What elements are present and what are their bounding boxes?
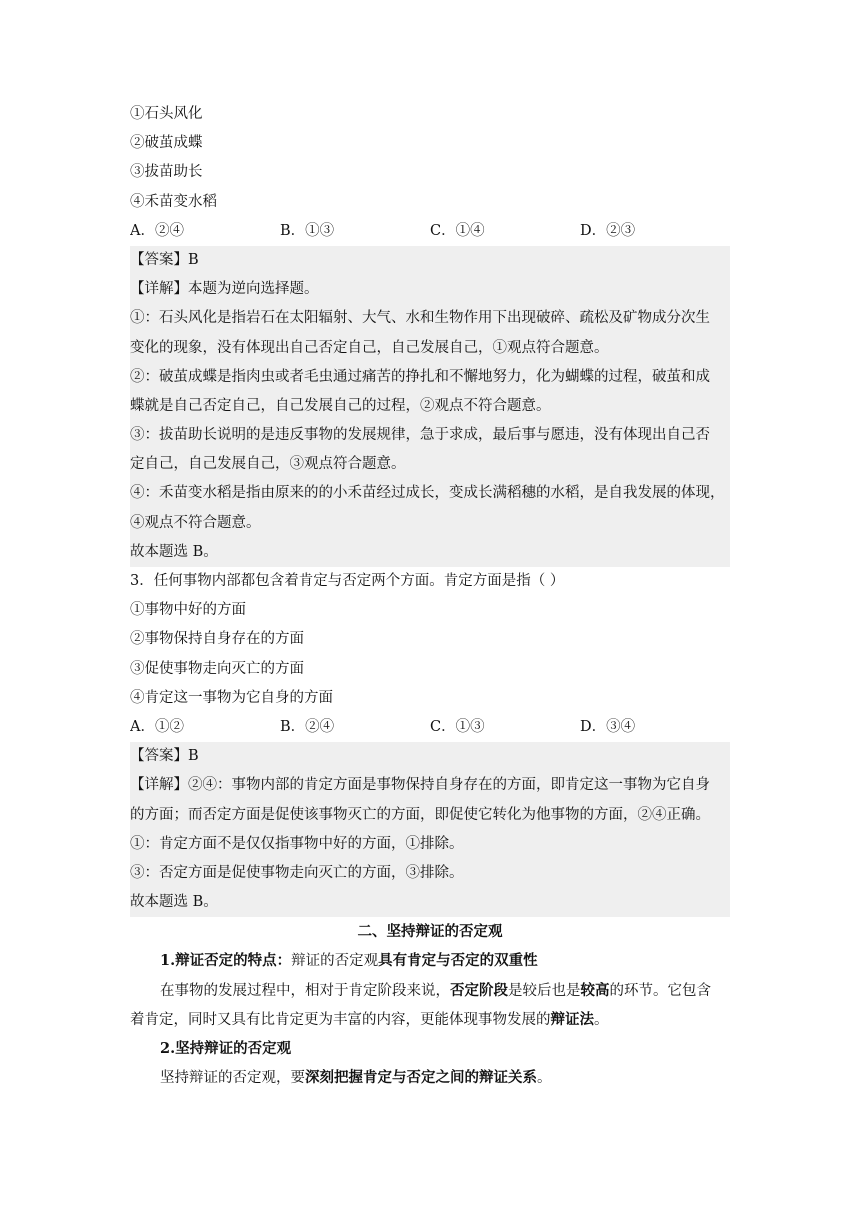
q2-detail-text: 本题为逆向选择题。 bbox=[188, 281, 319, 298]
q3-option-4: ④肯定这一事物为它自身的方面 bbox=[130, 689, 333, 706]
q2-option-4: ④禾苗变水稻 bbox=[130, 193, 217, 210]
q2-detail-line: 蝶就是自己否定自己，自己发展自己的过程，②观点不符合题意。 bbox=[130, 397, 551, 414]
q2-option-2: ②破茧成蝶 bbox=[130, 135, 203, 152]
q2-option-1: ①石头风化 bbox=[130, 106, 203, 122]
paragraph-text: 是较后也是 bbox=[508, 982, 581, 999]
q2-detail-line: ④观点不符合题意。 bbox=[130, 514, 261, 531]
q3-detail-line: 故本题选 B。 bbox=[130, 894, 218, 911]
q2-detail-line: ③：拔苗助长说明的是违反事物的发展规律，急于求成，最后事与愿违，没有体现出自己否 bbox=[130, 427, 710, 444]
paragraph-text: 着肯定，同时又具有比肯定更为丰富的内容，更能体现事物发展的 bbox=[130, 1011, 551, 1028]
paragraph-text: 的环节。它包含 bbox=[609, 982, 711, 999]
q2-detail-line-1 bbox=[130, 275, 730, 304]
paragraph-text: 。 bbox=[594, 1011, 609, 1028]
section-heading: 二、坚持辩证的否定观 bbox=[357, 923, 503, 941]
section-paragraph-line bbox=[130, 1063, 730, 1092]
q2-choice-c: C．①④ bbox=[430, 222, 485, 239]
q2-detail-line: ②：破茧成蝶是指肉虫或者毛虫通过痛苦的挣扎和不懈地努力，化为蝴蝶的过程，破茧和成 bbox=[130, 368, 710, 385]
paragraph-text: 坚持辩证的否定观，要 bbox=[160, 1070, 305, 1087]
q3-answer: 【答案】B bbox=[130, 748, 199, 765]
section-point-2: 2.坚持辩证的否定观 bbox=[160, 1040, 292, 1057]
q2-option-3: ③拔苗助长 bbox=[130, 164, 203, 181]
q3-choice-d: D．③④ bbox=[580, 718, 636, 735]
q2-detail-line: 故本题选 B。 bbox=[130, 543, 218, 560]
section-point-1 bbox=[130, 946, 730, 975]
paragraph-text: 在事物的发展过程中，相对于肯定阶段来说， bbox=[160, 982, 450, 999]
q2-choices bbox=[130, 217, 730, 246]
paragraph-emphasis: 辩证法 bbox=[550, 1010, 594, 1028]
q2-detail-label: 【详解】 bbox=[130, 281, 188, 298]
section-paragraph-line bbox=[130, 1005, 730, 1034]
q3-option-1: ①事物中好的方面 bbox=[130, 602, 246, 619]
section-paragraph-line bbox=[130, 976, 730, 1005]
q3-question: 3．任何事物内部都包含着肯定与否定两个方面。肯定方面是指（ ） bbox=[130, 573, 565, 589]
q2-choice-b: B．①③ bbox=[280, 222, 335, 239]
point-1-title: 1.辩证否定的特点： bbox=[160, 952, 292, 970]
q3-option-2: ②事物保持自身存在的方面 bbox=[130, 631, 304, 648]
q2-detail-line: ①：石头风化是指岩石在太阳辐射、大气、水和生物作用下出现破碎、疏松及矿物成分次生 bbox=[130, 310, 710, 327]
paragraph-emphasis: 否定阶段 bbox=[450, 981, 508, 999]
q3-detail-label: 【详解】 bbox=[130, 777, 188, 794]
q2-detail-line: 定自己，自己发展自己，③观点符合题意。 bbox=[130, 456, 406, 473]
q2-answer: 【答案】B bbox=[130, 251, 199, 268]
paragraph-text: 。 bbox=[537, 1070, 552, 1087]
q2-answer-block bbox=[130, 246, 730, 567]
q3-detail-line: ③：否定方面是促使事物走向灭亡的方面，③排除。 bbox=[130, 864, 464, 881]
q3-detail-line: 的方面；而否定方面是促使该事物灭亡的方面，即促使它转化为他事物的方面，②④正确。 bbox=[130, 806, 710, 823]
q2-detail-line: 变化的现象，没有体现出自己否定自己，自己发展自己，①观点符合题意。 bbox=[130, 339, 609, 356]
q3-answer-block bbox=[130, 742, 730, 917]
q3-detail-line: ①：肯定方面不是仅仅指事物中好的方面，①排除。 bbox=[130, 835, 464, 852]
paragraph-emphasis: 深刻把握肯定与否定之间的辩证关系 bbox=[305, 1069, 537, 1087]
q2-choice-a: A．②④ bbox=[130, 222, 184, 239]
q2-choice-d: D．②③ bbox=[580, 222, 636, 239]
q3-detail-text: ②④：事物内部的肯定方面是事物保持自身存在的方面，即肯定这一事物为它自身 bbox=[188, 777, 710, 794]
q3-choice-c: C．①③ bbox=[430, 718, 485, 735]
q3-choice-b: B．②④ bbox=[280, 718, 335, 735]
q3-detail-line-1 bbox=[130, 771, 730, 800]
document-content bbox=[130, 100, 730, 1092]
q3-choice-a: A．①② bbox=[130, 718, 184, 735]
q3-choices bbox=[130, 713, 730, 742]
paragraph-emphasis: 较高 bbox=[580, 981, 610, 999]
q2-detail-line: ④：禾苗变水稻是指由原来的的小禾苗经过成长，变成长满稻穗的水稻，是自我发展的体现， bbox=[130, 485, 725, 502]
point-1-text: 辩证的否定观 bbox=[291, 953, 379, 970]
q3-option-3: ③促使事物走向灭亡的方面 bbox=[130, 660, 304, 677]
point-1-emphasis: 具有肯定与否定的双重性 bbox=[378, 952, 538, 970]
